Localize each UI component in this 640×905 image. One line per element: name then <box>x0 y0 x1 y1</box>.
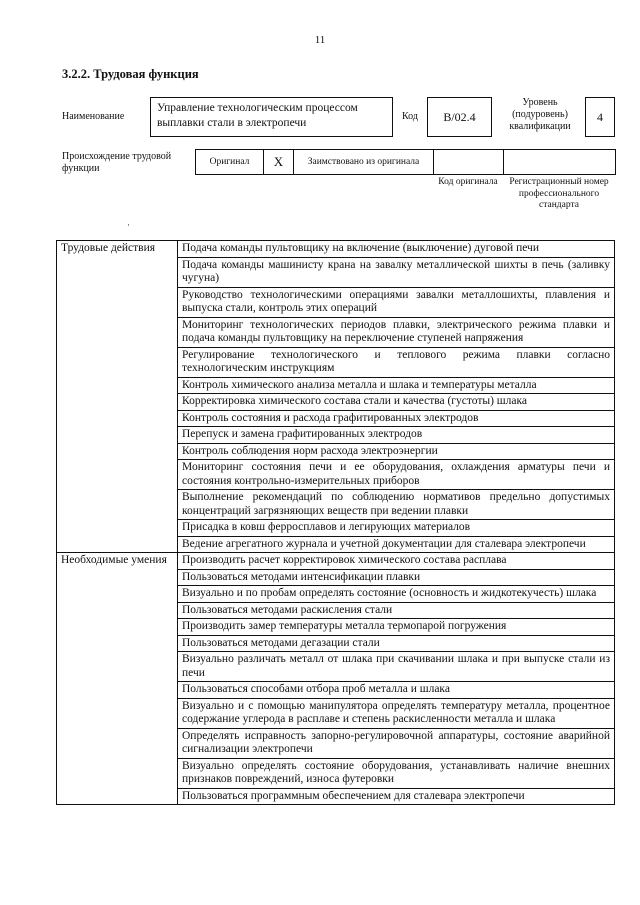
section-item: Подача команды машинисту крана на завалку металлической шихты в печь (заливку чугуна) <box>178 257 615 287</box>
section-item: Подача команды пультовщику на включение (выключение) дуговой печи <box>178 241 615 258</box>
section-item: Пользоваться методами раскисления стали <box>178 602 615 619</box>
section-item: Пользоваться методами дегазации стали <box>178 635 615 652</box>
section-item: Производить замер температуры металла термопарой погружения <box>178 619 615 636</box>
level-box: 4 <box>585 97 615 137</box>
section-item: Мониторинг технологических периодов плавки, электрического режима плавки и подача команды пультовщику на переключение ступеней напряжения <box>178 317 615 347</box>
origin-table <box>195 149 616 175</box>
reg-number-caption: Регистрационный номер профессионального стандарта <box>509 177 609 210</box>
section-item: Пользоваться программным обеспечением для сталевара электропечи <box>178 788 615 805</box>
function-details-table <box>56 240 615 805</box>
section-item: Пользоваться методами интенсификации плавки <box>178 569 615 586</box>
section-item: Пользоваться способами отбора проб металла и шлака <box>178 682 615 699</box>
origin-label: Происхождение трудовой функции <box>62 151 172 174</box>
section-item: Выполнение рекомендаций по соблюдению нормативов предельно допустимых концентраций загрязняющих веществ при ведении плавки <box>178 490 615 520</box>
section-item: Корректировка химического состава стали и качества (густоты) шлака <box>178 394 615 411</box>
original-code-caption: Код оригинала <box>438 177 498 187</box>
section-item: Визуально определять состояние оборудования, устанавливать наличие внешних признаков повреждений, износа футеровки <box>178 758 615 788</box>
table-row <box>57 553 615 570</box>
page-number: 11 <box>314 34 326 46</box>
stray-mark: · <box>127 220 130 230</box>
reg-number-cell <box>504 150 616 175</box>
code-label: Код <box>402 111 418 122</box>
section-item: Регулирование технологического и теплового режима плавки согласно технологическим инструкциям <box>178 347 615 377</box>
section-item: Перепуск и замена графитированных электродов <box>178 427 615 444</box>
function-code-box: B/02.4 <box>427 97 492 137</box>
section-item: Производить расчет корректировок химического состава расплава <box>178 553 615 570</box>
original-mark: X <box>264 150 294 175</box>
section-item: Определять исправность запорно-регулировочной аппаратуры, состояние аварийной сигнализации электропечи <box>178 728 615 758</box>
section-item: Визуально и с помощью манипулятора определять температуру металла, процентное содержание углерода в расплаве и степень раскисленности металла и шлака <box>178 698 615 728</box>
section-item: Контроль соблюдения норм расхода электроэнергии <box>178 443 615 460</box>
section-item: Мониторинг состояния печи и ее оборудования, охлаждения арматуры печи и состояния контрольно-измерительных приборов <box>178 460 615 490</box>
borrowed-label: Заимствовано из оригинала <box>294 150 434 175</box>
name-label: Наименование <box>62 111 125 122</box>
section-item: Контроль химического анализа металла и шлака и температуры металла <box>178 377 615 394</box>
section-category: Необходимые умения <box>57 553 178 805</box>
section-item: Руководство технологическими операциями завалки металлошихты, плавления и выпуска стали, контроль этих операций <box>178 287 615 317</box>
section-item: Ведение агрегатного журнала и учетной документации для сталевара электропечи <box>178 536 615 553</box>
section-item: Контроль состояния и расхода графитированных электродов <box>178 410 615 427</box>
section-item: Присадка в ковш ферросплавов и легирующих материалов <box>178 520 615 537</box>
original-label: Оригинал <box>196 150 264 175</box>
function-name-box: Управление технологическим процессом выплавки стали в электропечи <box>150 97 393 137</box>
section-title: 3.2.2. Трудовая функция <box>62 67 199 81</box>
table-row <box>57 241 615 258</box>
level-label: Уровень (подуровень) квалификации <box>509 97 571 132</box>
original-code-cell <box>434 150 504 175</box>
section-category: Трудовые действия <box>57 241 178 553</box>
section-item: Визуально различать металл от шлака при скачивании шлака и при выпуске стали из печи <box>178 652 615 682</box>
section-item: Визуально и по пробам определять состояние (основность и жидкотекучесть) шлака <box>178 586 615 603</box>
